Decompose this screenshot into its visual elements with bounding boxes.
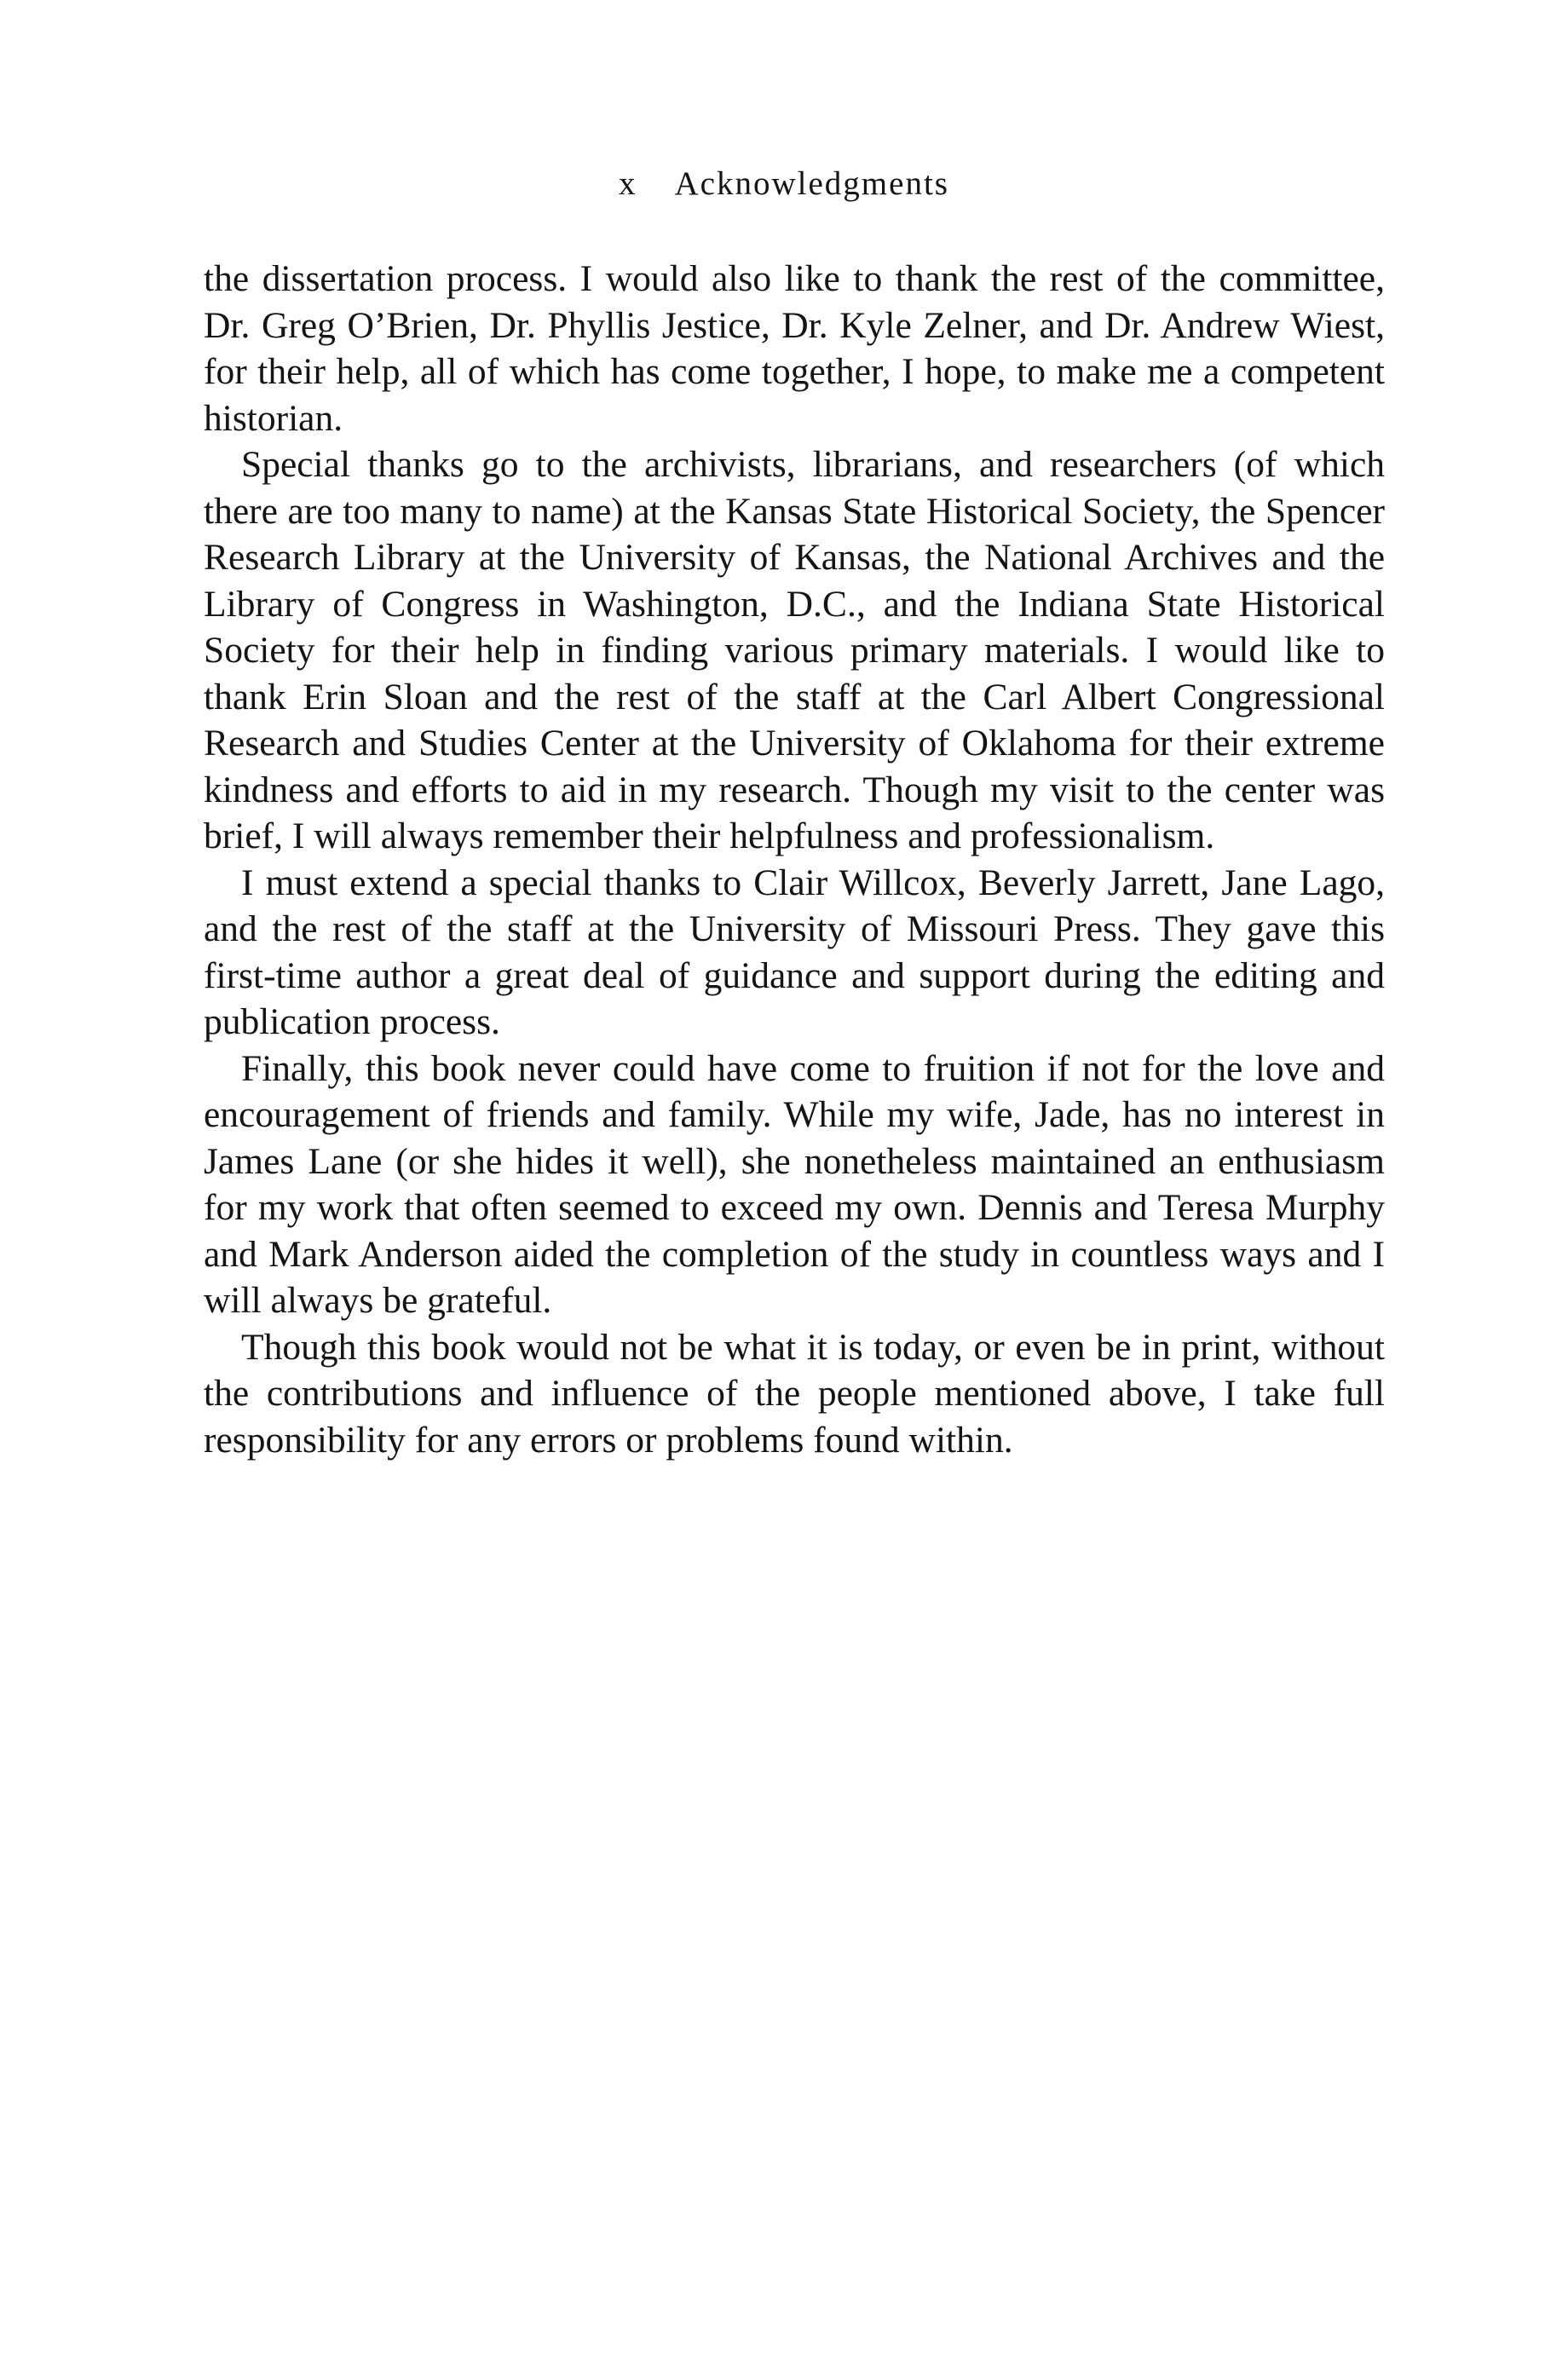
paragraph-press: I must extend a special thanks to Clair Willcox, Beverly Jarrett, Jane Lago, and the rest of the staff at the University of Missouri Press. They gave this first-time author a great deal of guidance and support during the editing and publication process.	[204, 862, 1385, 1042]
running-header	[0, 164, 1568, 205]
paragraph-archivists: Special thanks go to the archivists, librarians, and researchers (of which there are too many to name) at the Kansas State Historical Society, the Spencer Research Library at the University of Kansas, the National Archives and the Library of Congress in Washington, D.C., and the Indiana State Historical Society for their help in finding various primary materials. I would like to thank Erin Sloan and the rest of the staff at the Carl Albert Congressional Research and Studies Center at the University of Oklahoma for their extreme kindness and efforts to aid in my research. Though my visit to the center was brief, I will always remember their helpfulness and professionalism.	[204, 444, 1385, 856]
paragraph-responsibility: Though this book would not be what it is today, or even be in print, without the contributions and influence of the people mentioned above, I take full responsibility for any errors or problems found within.	[204, 1326, 1385, 1461]
body-text	[204, 256, 1385, 1463]
running-title: Acknowledgments	[674, 165, 949, 202]
page-number: x	[619, 165, 637, 202]
paragraph-family: Finally, this book never could have come to fruition if not for the love and encouragement of friends and family. While my wife, Jade, has no interest in James Lane (or she hides it well), she nonetheless maintained an enthusiasm for my work that often seemed to exceed my own. Dennis and Teresa Murphy and Mark Anderson aided the completion of the study in countless ways and I will always be grateful.	[204, 1047, 1385, 1321]
paragraph-continuation: the dissertation process. I would also like to thank the rest of the committee, Dr. Greg O’Brien, Dr. Phyllis Jestice, Dr. Kyle Zelner, and Dr. Andrew Wiest, for their help, all of which has come together, I hope, to make me a competent historian.	[204, 258, 1385, 439]
